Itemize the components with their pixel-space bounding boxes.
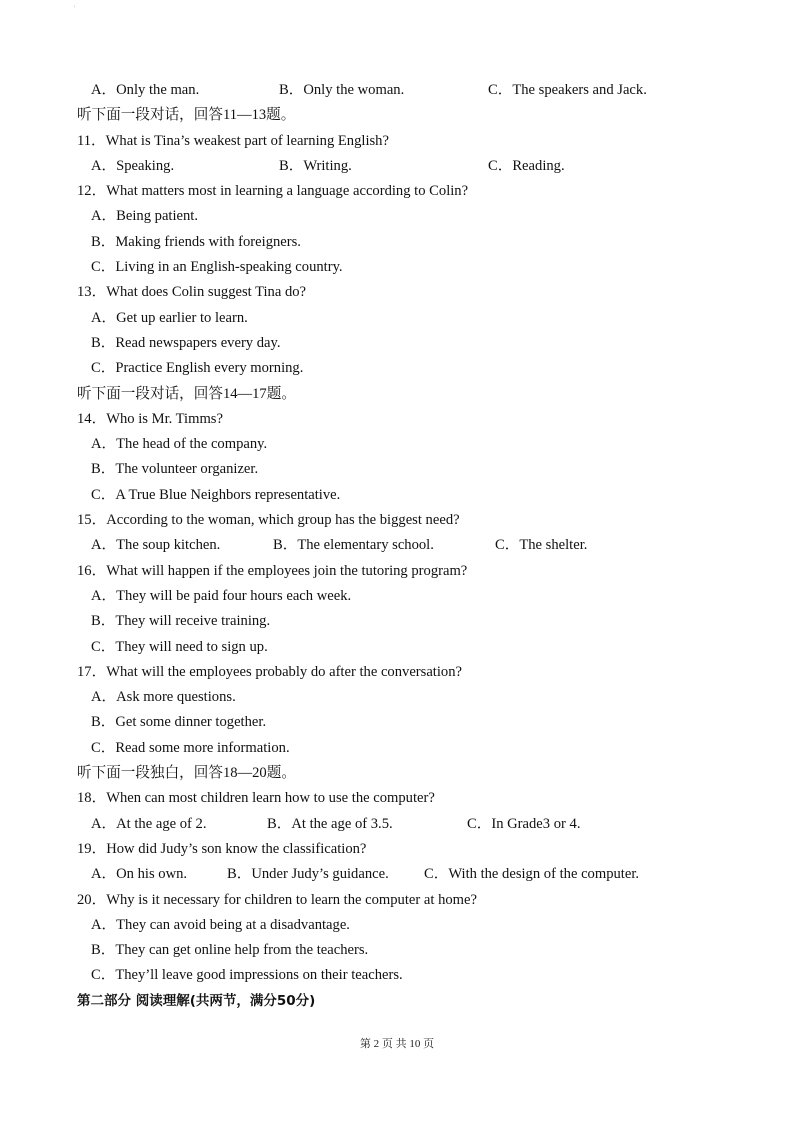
q17-option-b: B．Get some dinner together.	[91, 714, 267, 731]
q18-stem: 18．When can most children learn how to use the computer?	[77, 790, 435, 807]
q19-options	[77, 862, 717, 887]
q13-option-c: C．Practice English every morning.	[91, 360, 304, 377]
q12-stem: 12．What matters most in learning a language according to Colin?	[77, 183, 469, 200]
question-content	[77, 78, 717, 1014]
q18-options	[77, 812, 717, 837]
q15-stem: 15．According to the woman, which group has the biggest need?	[77, 512, 460, 529]
q10-option-a: A．Only the man.	[91, 82, 200, 98]
q12-option-b: B．Making friends with foreigners.	[91, 233, 301, 250]
q11-option-a: A．Speaking.	[91, 157, 175, 174]
q17-option-c: C．Read some more information.	[91, 739, 290, 756]
q16-option-b: B．They will receive training.	[91, 613, 271, 630]
instruction-18-20: 听下面一段独白，回答18—20题。	[77, 765, 296, 782]
q11-option-c: C．Reading.	[488, 157, 565, 174]
q11-option-b: B．Writing.	[279, 157, 352, 174]
q17-stem: 17．What will the employees probably do after the conversation?	[77, 663, 462, 680]
q16-option-c: C．They will need to sign up.	[91, 638, 268, 655]
instruction-14-17: 听下面一段对话，回答14—17题。	[77, 385, 296, 402]
q20-option-a: A．They can avoid being at a disadvantage.	[91, 916, 350, 933]
q18-option-a: A．At the age of 2.	[91, 815, 207, 832]
q20-option-c: C．They’ll leave good impressions on their teachers.	[91, 967, 403, 984]
q20-option-b: B．They can get online help from the teachers.	[91, 942, 369, 959]
q14-option-c: C．A True Blue Neighbors representative.	[91, 486, 341, 503]
section-title-reading: 第二部分 阅读理解(共两节，满分50分)	[77, 992, 316, 1009]
q18-option-c: C．In Grade3 or 4.	[467, 815, 581, 832]
q10-option-c: C．The speakers and Jack.	[488, 82, 647, 98]
instruction-11-13: 听下面一段对话，回答11—13题。	[77, 107, 296, 124]
q14-stem: 14．Who is Mr. Timms?	[77, 410, 223, 427]
q10-option-b: B．Only the woman.	[279, 82, 405, 98]
page-footer: 第 2 页 共 10 页	[359, 1038, 435, 1050]
q12-option-a: A．Being patient.	[91, 208, 199, 225]
q18-option-b: B．At the age of 3.5.	[267, 815, 393, 832]
q20-stem: 20．Why is it necessary for children to learn the computer at home?	[77, 891, 477, 908]
q10-options	[77, 78, 717, 103]
q19-option-c: C．With the design of the computer.	[424, 866, 640, 883]
q19-option-a: A．On his own.	[91, 866, 188, 883]
q13-option-a: A．Get up earlier to learn.	[91, 309, 248, 326]
q17-option-a: A．Ask more questions.	[91, 689, 236, 706]
q12-option-c: C．Living in an English-speaking country.	[91, 259, 343, 276]
q14-option-a: A．The head of the company.	[91, 436, 268, 453]
q15-option-b: B．The elementary school.	[273, 537, 434, 554]
q14-option-b: B．The volunteer organizer.	[91, 461, 259, 478]
q16-option-a: A．They will be paid four hours each week.	[91, 587, 352, 604]
q11-stem: 11．What is Tina’s weakest part of learning English?	[77, 132, 389, 149]
q13-stem: 13．What does Colin suggest Tina do?	[77, 284, 307, 301]
q19-stem: 19．How did Judy’s son know the classification?	[77, 840, 367, 857]
q13-option-b: B．Read newspapers every day.	[91, 334, 281, 351]
q16-stem: 16．What will happen if the employees join the tutoring program?	[77, 562, 468, 579]
q15-option-a: A．The soup kitchen.	[91, 537, 221, 554]
q19-option-b: B．Under Judy’s guidance.	[227, 866, 389, 883]
q15-options	[77, 533, 717, 558]
q11-options	[77, 154, 717, 179]
q15-option-c: C．The shelter.	[495, 537, 588, 554]
corner-mark: '	[74, 4, 76, 13]
